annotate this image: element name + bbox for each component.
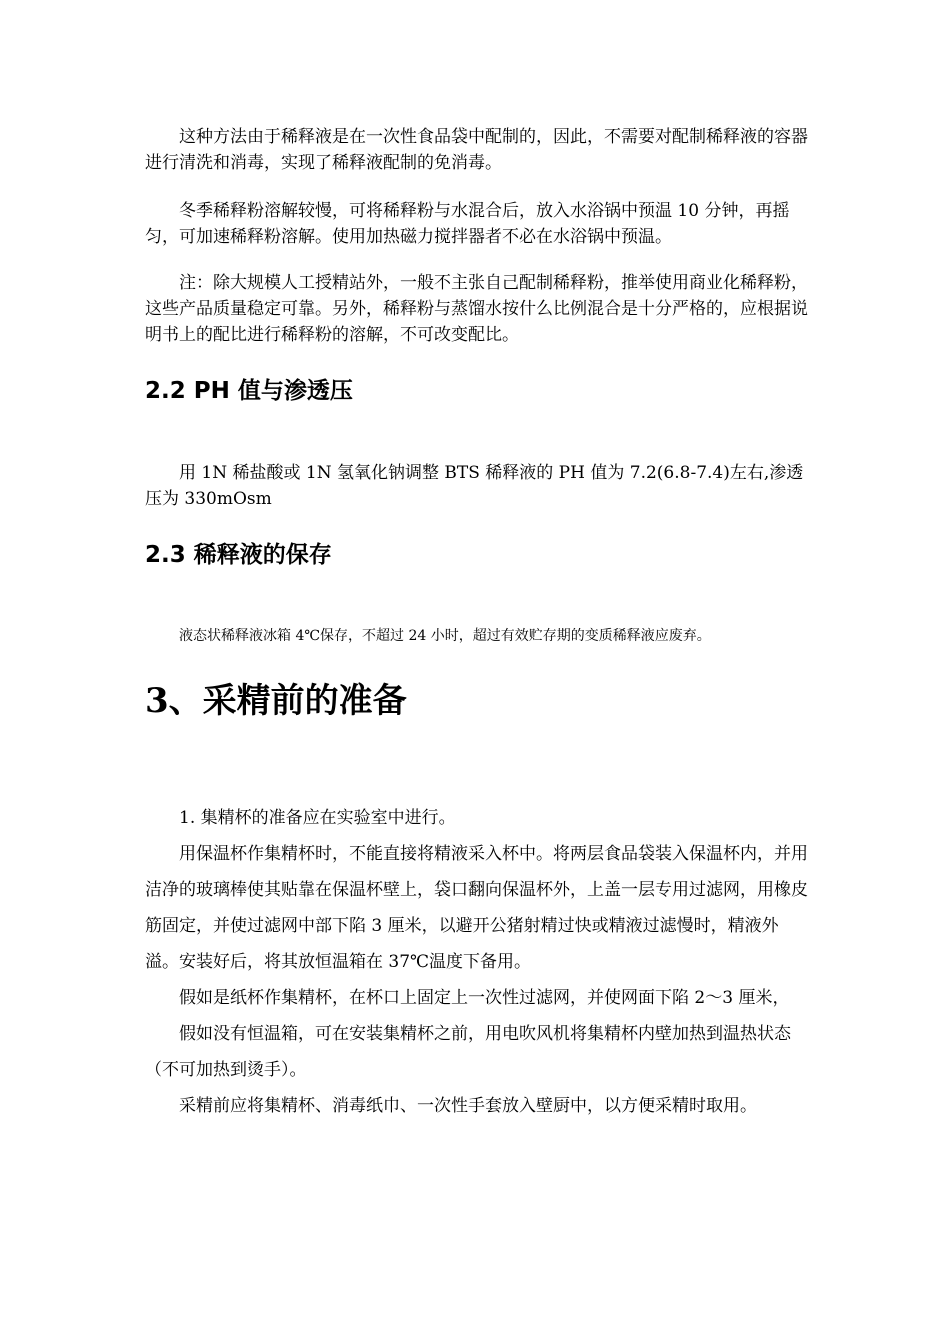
heading-diluent-storage: 2.3 稀释液的保存 [145, 542, 332, 568]
heading-ph-osmotic: 2.2 PH 值与渗透压 [145, 378, 353, 404]
section-pre-collection-body [145, 800, 810, 1124]
list-item-cup-preparation: 1. 集精杯的准备应在实验室中进行。 [179, 808, 456, 828]
paragraph-no-incubator: 假如没有恒温箱，可在安装集精杯之前，用电吹风机将集精杯内壁加热到温热状态（不可加热到烫手）。 [145, 1024, 791, 1080]
paragraph-disinfection-free: 这种方法由于稀释液是在一次性食品袋中配制的，因此，不需要对配制稀释液的容器进行清洗和消毒，实现了稀释液配制的免消毒。 [145, 127, 808, 173]
paragraph-note-commercial-powder: 注：除大规模人工授精站外，一般不主张自己配制稀释粉，推举使用商业化稀释粉，这些产品质量稳定可靠。另外，稀释粉与蒸馏水按什么比例混合是十分严格的，应根据说明书上的配比进行稀释粉的溶解，不可改变配比。 [145, 273, 808, 345]
paragraph-winter-dissolving: 冬季稀释粉溶解较慢，可将稀释粉与水混合后，放入水浴锅中预温 10 分钟，再摇匀，可加速稀释粉溶解。使用加热磁力搅拌器者不必在水浴锅中预温。 [145, 201, 790, 247]
paragraph-paper-cup: 假如是纸杯作集精杯，在杯口上固定上一次性过滤网，并使网面下陷 2～3 厘米， [179, 988, 790, 1008]
paragraph-before-collection: 采精前应将集精杯、消毒纸巾、一次性手套放入壁厨中，以方便采精时取用。 [179, 1096, 757, 1116]
paragraph-ph-osmotic: 用 1N 稀盐酸或 1N 氢氧化钠调整 BTS 稀释液的 PH 值为 7.2(6.8-7.4)左右,渗透压为 330mOsm [145, 463, 804, 509]
heading-pre-collection-preparation: 3、采精前的准备 [145, 681, 407, 721]
paragraph-thermos-cup: 用保温杯作集精杯时，不能直接将精液采入杯中。将两层食品袋装入保温杯内，并用洁净的玻璃棒使其贴靠在保温杯壁上，袋口翻向保温杯外，上盖一层专用过滤网，用橡皮筋固定，并使过滤网中部下陷 3 厘米，以避开公猪射精过快或精液过滤慢时，精液外溢。安装好后，将其放恒温箱在 37℃温度下备用。 [145, 844, 808, 972]
paragraph-diluent-storage: 液态状稀释液冰箱 4℃保存，不超过 24 小时，超过有效贮存期的变质稀释液应废弃。 [179, 628, 711, 644]
